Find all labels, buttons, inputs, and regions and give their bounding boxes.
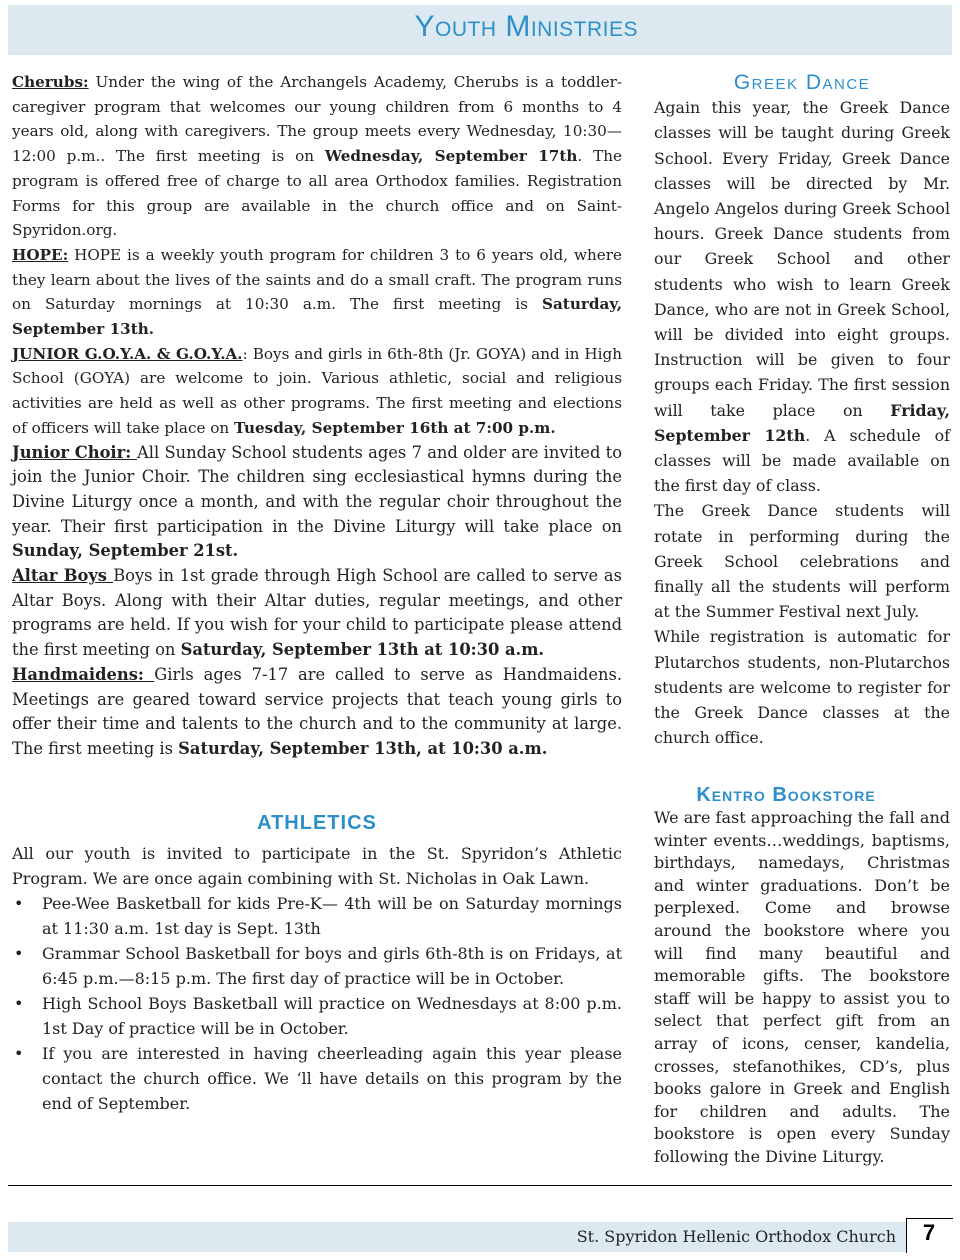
choir-text: All Sunday School students ages 7 and older are invited to join the Junior Choir. The children sing ecclesiastical hymns during the Divine Liturgy once a month, and with the regular choir throughout the year. Their first participation in the Divine Liturgy will take place on (12, 442, 623, 536)
greek-dance-column (654, 70, 950, 750)
page-title: Youth Ministries (414, 10, 638, 43)
cherubs-label: Cherubs: (12, 73, 89, 91)
goya-text: : Boys and girls in 6th-8th (Jr. GOYA) and in High School (GOYA) are welcome to join. Various athletic, social and religious activities are held as well as other programs. The first meeting and elections of officers will take place on (12, 344, 622, 437)
athletics-intro: All our youth is invited to participate in the St. Spyridon’s Athletic Program. We are once again combining with St. Nicholas in Oak Lawn. (12, 844, 622, 888)
bullet-icon: • (14, 894, 24, 913)
cherubs-text: Under the wing of the Archangels Academy, Cherubs is a toddler-caregiver program that welcomes our young children from 6 months to 4 years old, along with caregivers. The group meets every Wednesday, 10:30—12:00 p.m.. The first meeting is on (12, 73, 622, 166)
altar-label: Altar Boys (12, 566, 114, 586)
greek-dance-heading: Greek Dance (733, 71, 871, 94)
cherubs-text-2: . The program is offered free of charge to all area Orthodox families. Registration Forms for this group are available in the church office and on Saint-Spyridon.org. (12, 147, 622, 240)
goya-date: Tuesday, September 16th at 7:00 p.m. (234, 418, 556, 437)
greek-dance-text-end: . A schedule of classes will be made available on the first day of class. (654, 425, 951, 496)
bullet-icon: • (14, 994, 24, 1013)
list-item (12, 941, 622, 991)
altar-paragraph (12, 564, 622, 663)
footer-church-name: St. Spyridon Hellenic Orthodox Church (576, 1227, 896, 1246)
altar-text: Boys in 1st grade through High School are called to serve as Altar Boys. Along with their Altar duties, regular meetings, and other programs are held. If you wish for your child to participate please attend the first meeting on (12, 566, 622, 660)
youth-programs-column (12, 70, 622, 762)
kentro-bookstore-heading: Kentro Bookstore (696, 784, 876, 806)
bullet-icon: • (14, 1044, 24, 1063)
athletics-heading: ATHLETICS (257, 812, 377, 834)
handmaidens-text: Girls ages 7-17 are called to serve as Handmaidens. Meetings are geared toward service projects that teach young girls to offer their time and talents to the church and to the community at large. The first meeting is (12, 664, 622, 758)
greek-dance-paragraph-2: The Greek Dance students will rotate in performing during the Greek School celebrations and finally all the students will perform at the Summer Festival next July. (654, 501, 950, 622)
goya-paragraph (12, 342, 622, 441)
athletics-section (12, 841, 622, 1116)
page-number: 7 (922, 1220, 936, 1245)
hope-text: HOPE is a weekly youth program for children 3 to 6 years old, where they learn about the lives of the saints and do a small craft. The program runs on Saturday mornings at 10:30 a.m. The first meeting is (12, 245, 622, 314)
list-item-text: Grammar School Basketball for boys and girls 6th-8th is on Fridays, at 6:45 p.m.—8:15 p.m. The first day of practice will be in October. (42, 944, 622, 988)
list-item (12, 991, 622, 1041)
handmaidens-label: Handmaidens: (12, 664, 155, 684)
hope-label: HOPE: (12, 245, 69, 264)
bullet-icon: • (14, 944, 24, 963)
list-item-text: High School Boys Basketball will practice on Wednesdays at 8:00 p.m. 1st Day of practice will be in October. (42, 994, 622, 1038)
choir-paragraph (12, 441, 622, 565)
choir-label: Junior Choir: (12, 442, 137, 462)
handmaidens-paragraph (12, 663, 622, 762)
goya-label: JUNIOR G.O.Y.A. & G.O.Y.A. (12, 344, 243, 363)
athletics-list (12, 891, 622, 1116)
handmaidens-date: Saturday, September 13th, at 10:30 a.m. (178, 738, 548, 758)
kentro-bookstore-text: We are fast approaching the fall and winter events…weddings, baptisms, birthdays, namedays, Christmas and winter graduations. Don’t be perplexed. Come and browse around the bookstore where you will find many beautiful and memorable gifts. The bookstore staff will be happy to assist you to select that perfect gift from an array of icons, censer, kandelia, crosses, stefanothikes, CD’s, plus books galore in Greek and English for children and adults. The bookstore is open every Sunday following the Divine Liturgy. (654, 808, 950, 1166)
greek-dance-date: Friday, September 12th (654, 400, 950, 445)
choir-date: Sunday, September 21st. (12, 541, 239, 561)
cherubs-paragraph (12, 70, 622, 243)
greek-dance-paragraph-1 (654, 95, 950, 498)
list-item (12, 891, 622, 941)
altar-date: Saturday, September 13th at 10:30 a.m. (180, 640, 545, 660)
footer-divider (8, 1185, 952, 1186)
list-item-text: If you are interested in having cheerleading again this year please contact the church office. We ‘ll have details on this program by the end of September. (42, 1044, 622, 1113)
hope-paragraph (12, 243, 622, 342)
greek-dance-paragraph-3: While registration is automatic for Plutarchos students, non-Plutarchos students are welcome to register for the Greek Dance classes at the church office. (654, 627, 950, 748)
hope-date: Saturday, September 13th. (12, 295, 622, 339)
cherubs-date: Wednesday, September 17th (324, 147, 578, 166)
greek-dance-text: Again this year, the Greek Dance classes will be taught during Greek School. Every Friday, Greek Dance classes will be directed by Mr. Angelo Angelos during Greek School hours. Greek Dance students from our Greek School and other students who wish to learn Greek Dance, who are not in Greek School, will be divided into eight groups. Instruction will be given to four groups each Friday. The first session will take place on (654, 98, 950, 420)
list-item-text: Pee-Wee Basketball for kids Pre-K— 4th will be on Saturday mornings at 11:30 a.m. 1st day is Sept. 13th (42, 894, 622, 938)
list-item (12, 1041, 622, 1116)
